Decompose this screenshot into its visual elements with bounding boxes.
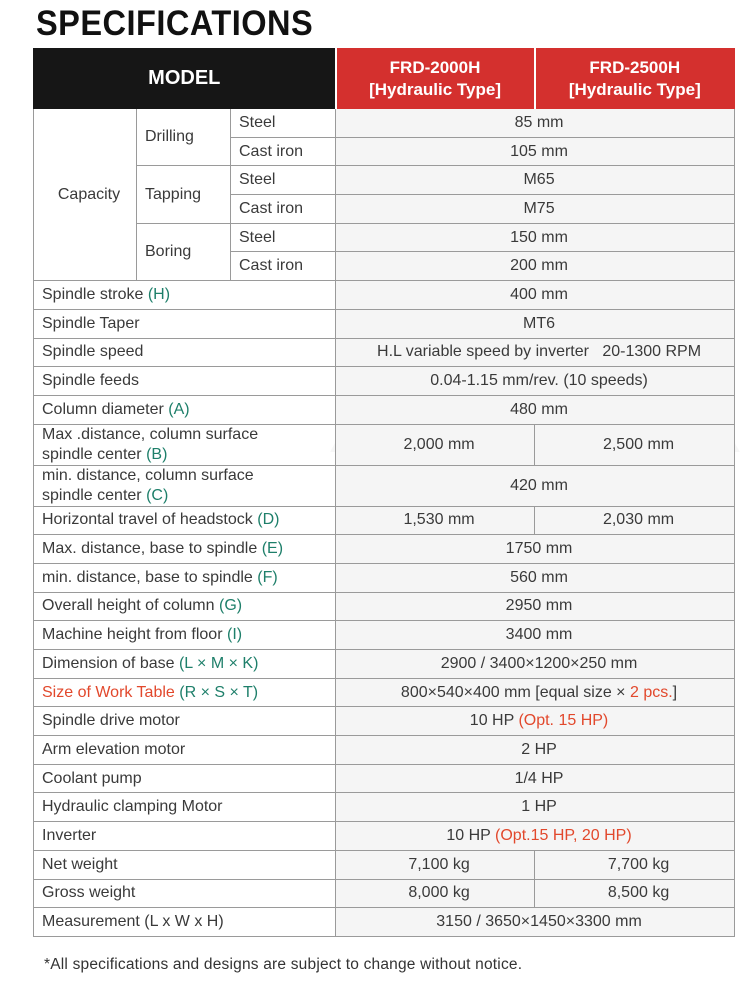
table-row <box>34 908 735 937</box>
value-cell: 7,700 kg <box>535 850 735 879</box>
row-label: Spindle drive motor <box>34 707 336 736</box>
row-label-text: Max .distance, column surface <box>42 425 259 443</box>
table-row <box>34 850 735 879</box>
row-label-text: Spindle stroke <box>42 285 144 303</box>
table-row <box>34 563 735 592</box>
value-cell: 2,030 mm <box>535 506 735 535</box>
row-label <box>34 678 336 707</box>
table-row <box>34 309 735 338</box>
value-cell: 2950 mm <box>336 592 735 621</box>
table-row <box>34 535 735 564</box>
page-title: SPECIFICATIONS <box>36 4 314 43</box>
value-cell: 8,500 kg <box>535 879 735 908</box>
material-label: Cast iron <box>231 137 336 166</box>
value-cell: 85 mm <box>336 109 735 138</box>
row-code: (G) <box>218 597 243 615</box>
value-cell: 2,500 mm <box>535 424 735 465</box>
value-cell: H.L variable speed by inverter 20-1300 RPM <box>336 338 735 367</box>
model-2-type: [Hydraulic Type] <box>568 79 701 99</box>
tapping-label: Tapping <box>137 166 231 223</box>
value-text: 10 HP <box>446 826 491 844</box>
value-highlight: (Opt. 15 HP) <box>518 712 609 730</box>
table-row <box>34 707 735 736</box>
row-label-text: Max. distance, base to spindle <box>42 540 258 558</box>
value-cell: 560 mm <box>336 563 735 592</box>
row-label <box>34 650 336 679</box>
row-label <box>34 281 336 310</box>
table-row <box>34 793 735 822</box>
table-row <box>34 223 735 252</box>
row-label <box>34 592 336 621</box>
row-label: Spindle Taper <box>34 309 336 338</box>
value-text: ] <box>672 683 678 701</box>
table-row <box>34 109 735 138</box>
value-text: 800×540×400 mm [equal size × <box>400 683 626 701</box>
table-row <box>34 506 735 535</box>
material-label: Cast iron <box>231 252 336 281</box>
row-label: Spindle feeds <box>34 367 336 396</box>
row-code: (F) <box>257 568 278 586</box>
row-label: Hydraulic clamping Motor <box>34 793 336 822</box>
row-label-text: Horizontal travel of headstock <box>42 511 253 529</box>
table-row <box>34 465 735 506</box>
row-label-text: Dimension of base <box>42 654 175 672</box>
row-label: Coolant pump <box>34 764 336 793</box>
value-cell <box>336 707 735 736</box>
value-cell: 3400 mm <box>336 621 735 650</box>
value-cell: 150 mm <box>336 223 735 252</box>
row-label <box>34 535 336 564</box>
value-cell: 1,530 mm <box>336 506 535 535</box>
table-row <box>34 166 735 195</box>
row-label <box>34 563 336 592</box>
material-label: Steel <box>231 109 336 138</box>
value-cell: 2 HP <box>336 736 735 765</box>
value-cell: 400 mm <box>336 281 735 310</box>
value-cell: MT6 <box>336 309 735 338</box>
value-cell: M65 <box>336 166 735 195</box>
table-row <box>34 338 735 367</box>
value-text: 10 HP <box>469 712 514 730</box>
value-cell: 2900 / 3400×1200×250 mm <box>336 650 735 679</box>
model-2-header <box>535 49 735 109</box>
value-cell: 1/4 HP <box>336 764 735 793</box>
row-label <box>34 621 336 650</box>
model-1-type: [Hydraulic Type] <box>369 79 501 99</box>
material-label: Cast iron <box>231 195 336 224</box>
row-label-text: Overall height of column <box>42 597 215 615</box>
row-label: Measurement (L x W x H) <box>34 908 336 937</box>
table-row <box>34 395 735 424</box>
value-cell: 480 mm <box>336 395 735 424</box>
table-row <box>34 367 735 396</box>
table-row <box>34 424 735 465</box>
value-cell <box>336 678 735 707</box>
header-row <box>34 49 735 109</box>
table-row <box>34 822 735 851</box>
model-1-header <box>336 49 535 109</box>
row-label: Arm elevation motor <box>34 736 336 765</box>
row-label-text: Column diameter <box>42 400 164 418</box>
table-row <box>34 879 735 908</box>
spec-table <box>33 48 735 937</box>
table-row <box>34 281 735 310</box>
row-label <box>34 424 336 465</box>
row-code: (B) <box>146 445 168 463</box>
row-label-text: min. distance, column surface <box>42 466 254 484</box>
table-row <box>34 736 735 765</box>
row-code: (D) <box>257 511 280 529</box>
table-row <box>34 678 735 707</box>
row-label-text: spindle center <box>42 445 142 463</box>
value-cell <box>336 822 735 851</box>
drilling-label: Drilling <box>137 109 231 166</box>
boring-label: Boring <box>137 223 231 280</box>
table-row <box>34 650 735 679</box>
row-code: (C) <box>146 486 169 504</box>
table-row <box>34 621 735 650</box>
value-cell: 8,000 kg <box>336 879 535 908</box>
table-row <box>34 592 735 621</box>
value-cell: 7,100 kg <box>336 850 535 879</box>
row-label: Gross weight <box>34 879 336 908</box>
row-label-text: min. distance, base to spindle <box>42 568 253 586</box>
row-label <box>34 506 336 535</box>
value-cell: 0.04-1.15 mm/rev. (10 speeds) <box>336 367 735 396</box>
value-cell: M75 <box>336 195 735 224</box>
material-label: Steel <box>231 223 336 252</box>
row-label-text: Machine height from floor <box>42 626 223 644</box>
value-highlight: (Opt.15 HP, 20 HP) <box>495 826 632 844</box>
value-highlight: 2 pcs. <box>629 683 673 701</box>
model-2-name: FRD-2500H <box>589 57 681 77</box>
value-cell: 3150 / 3650×1450×3300 mm <box>336 908 735 937</box>
row-code: (E) <box>261 540 284 558</box>
row-code: (H) <box>147 285 171 303</box>
row-label: Inverter <box>34 822 336 851</box>
value-cell: 1 HP <box>336 793 735 822</box>
row-label-text: Size of Work Table <box>42 683 175 701</box>
model-header: MODEL <box>34 49 336 109</box>
row-code: (L × M × K) <box>178 654 259 672</box>
value-cell: 420 mm <box>336 465 735 506</box>
value-cell: 200 mm <box>336 252 735 281</box>
row-label: Net weight <box>34 850 336 879</box>
row-code: (R × S × T) <box>179 683 259 701</box>
material-label: Steel <box>231 166 336 195</box>
value-cell: 2,000 mm <box>336 424 535 465</box>
row-code: (A) <box>168 400 190 418</box>
table-row <box>34 764 735 793</box>
value-cell: 105 mm <box>336 137 735 166</box>
capacity-label: Capacity <box>34 109 137 281</box>
row-label-text: spindle center <box>42 486 142 504</box>
footnote: *All specifications and designs are subject to change without notice. <box>44 956 523 973</box>
row-label: Spindle speed <box>34 338 336 367</box>
row-code: (I) <box>226 626 243 644</box>
model-1-name: FRD-2000H <box>389 57 481 77</box>
row-label <box>34 395 336 424</box>
value-cell: 1750 mm <box>336 535 735 564</box>
row-label <box>34 465 336 506</box>
